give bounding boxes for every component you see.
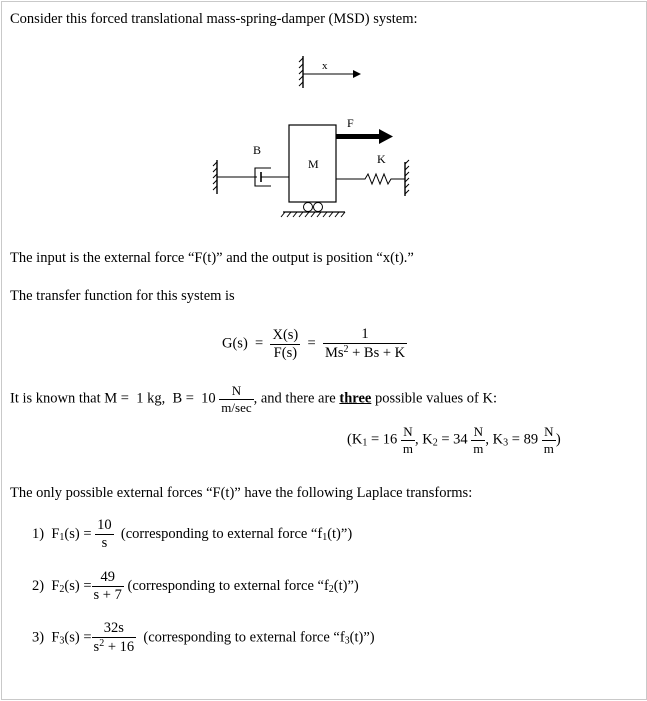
- right-wall: [405, 160, 409, 196]
- tf-frac2-num: 1: [323, 327, 407, 344]
- k3-sub: 3: [503, 437, 509, 449]
- known-suffix: possible values of K:: [371, 390, 497, 407]
- k3-unit-den: m: [543, 440, 554, 456]
- force-arrow: [336, 129, 393, 144]
- force-desc-end: (t)”): [333, 578, 359, 595]
- b-unit-num: N: [219, 384, 253, 400]
- b-unit-den: m/sec: [221, 399, 252, 415]
- tf-frac1-num: X(s): [270, 328, 300, 345]
- force-desc-sub: 2: [328, 584, 334, 596]
- spring: [336, 174, 405, 184]
- x-label: x: [322, 60, 328, 72]
- known-emph: three: [339, 390, 372, 407]
- msd-diagram: [205, 48, 445, 223]
- k2-label: K: [418, 431, 433, 448]
- force-frac: [95, 518, 114, 551]
- force-label: F: [347, 116, 354, 130]
- force-desc: (corresponding to external force “f: [127, 578, 329, 595]
- tf-lhs: G(s): [222, 335, 248, 352]
- damper-label: B: [253, 143, 262, 157]
- force-num: 49: [92, 570, 124, 587]
- tf-frac2-den: [323, 344, 407, 361]
- ground: [281, 212, 345, 217]
- tf-frac1-den: F(s): [273, 344, 298, 361]
- force-sub: 3: [59, 635, 65, 647]
- force-lhs: F: [51, 578, 60, 595]
- k2-sub: 2: [432, 437, 438, 449]
- left-wall: [213, 160, 217, 194]
- force-num: 32s: [92, 621, 137, 638]
- force-lhs: F: [51, 629, 60, 646]
- force-sub: 2: [59, 584, 65, 596]
- reference-wall: [299, 56, 303, 88]
- force-frac: [92, 570, 124, 603]
- k-close: ): [555, 431, 561, 448]
- input-output-text: The input is the external force “F(t)” and the output is position “x(t).”: [10, 250, 414, 266]
- mass-label: M: [308, 157, 319, 171]
- k-values: [347, 425, 561, 455]
- k3-label: K: [489, 431, 504, 448]
- tf-eq1: =: [255, 335, 264, 352]
- force-item-3: [32, 621, 375, 655]
- force-den-base: s: [101, 535, 108, 552]
- force-lhs: F: [51, 526, 60, 543]
- force-frac: [92, 621, 137, 655]
- k1-sep: ,: [415, 431, 419, 448]
- known-prefix: It is known that M = 1 kg, B = 10: [10, 390, 216, 407]
- known-middle: and there are: [257, 390, 340, 407]
- known-comma: ,: [253, 390, 258, 407]
- force-den-base: s + 7: [93, 587, 122, 604]
- force-desc-end: (t)”): [327, 526, 353, 543]
- tf-den-exp: 2: [343, 344, 349, 356]
- force-index: 3): [32, 629, 45, 646]
- k2-unit: [471, 425, 485, 455]
- spring-label: K: [377, 152, 386, 166]
- force-lhs-end: (s) =: [64, 629, 92, 646]
- force-den-exp: 2: [99, 638, 105, 650]
- tf-intro: The transfer function for this system is: [10, 288, 235, 304]
- force-lhs-end: (s) =: [64, 578, 92, 595]
- wheels: [304, 203, 323, 212]
- force-den-tail: + 16: [104, 639, 135, 656]
- force-den-base: s: [93, 639, 100, 656]
- force-item-1: [32, 518, 352, 551]
- force-item-2: [32, 570, 359, 603]
- k1-unit: [401, 425, 415, 455]
- k3-unit-num: N: [542, 425, 556, 441]
- forces-intro: The only possible external forces “F(t)” have the following Laplace transforms:: [10, 485, 473, 501]
- force-den: [92, 587, 124, 603]
- force-sub: 1: [59, 532, 65, 544]
- k2-sep: ,: [485, 431, 490, 448]
- k-open: (K: [347, 431, 363, 448]
- known-values: [10, 384, 497, 414]
- k2-value: = 34: [437, 431, 468, 448]
- k3-unit: [542, 425, 556, 455]
- force-index: 1): [32, 526, 45, 543]
- tf-frac2: [323, 327, 407, 361]
- force-desc-sub: 1: [322, 532, 328, 544]
- force-desc-end: (t)”): [349, 629, 375, 646]
- force-desc: (corresponding to external force “f: [120, 526, 323, 543]
- transfer-function: [222, 327, 407, 361]
- k1-unit-den: m: [402, 440, 413, 456]
- force-desc-sub: 3: [344, 635, 350, 647]
- k2-unit-num: N: [471, 425, 485, 441]
- force-den: [92, 638, 137, 655]
- force-desc: (corresponding to external force “f: [143, 629, 345, 646]
- tf-den-ms: Ms: [324, 345, 344, 362]
- intro-text: Consider this forced translational mass-spring-damper (MSD) system:: [10, 11, 418, 27]
- force-lhs-end: (s) =: [64, 526, 92, 543]
- tf-frac1: [270, 328, 300, 361]
- k2-unit-den: m: [473, 440, 484, 456]
- tf-den-rest: + Bs + K: [348, 345, 406, 362]
- force-index: 2): [32, 578, 45, 595]
- force-num: 10: [95, 518, 114, 535]
- k1-sub: 1: [362, 437, 368, 449]
- force-den: [95, 535, 114, 551]
- damper: [217, 168, 289, 186]
- x-arrow: [313, 70, 361, 78]
- k1-unit-num: N: [401, 425, 415, 441]
- k1-value: = 16: [367, 431, 398, 448]
- tf-eq2: =: [307, 335, 316, 352]
- k3-value: = 89: [508, 431, 539, 448]
- b-unit: [219, 384, 253, 414]
